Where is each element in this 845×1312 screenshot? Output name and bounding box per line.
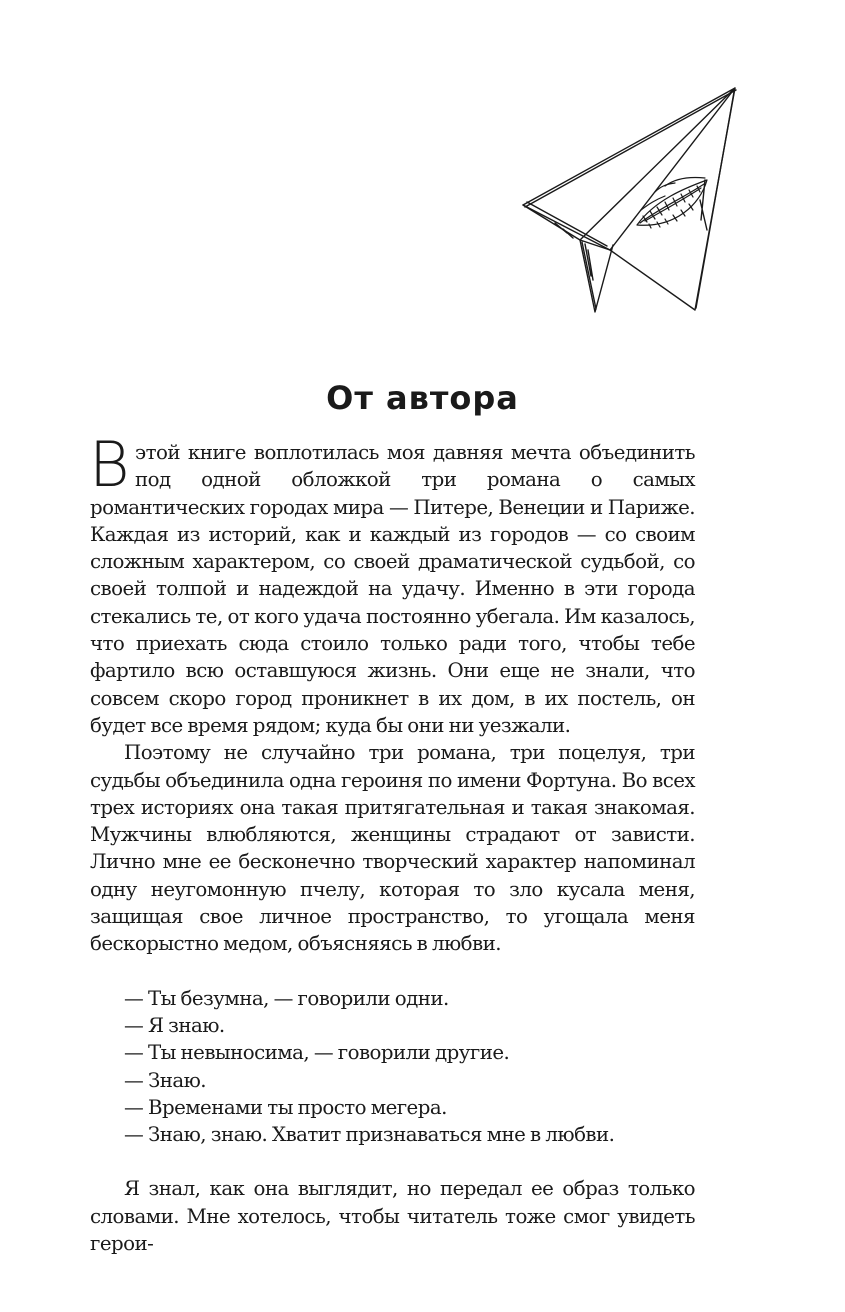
dialogue-line: — Ты безумна, — говорили одни.	[124, 986, 449, 1010]
paragraph-1	[89, 428, 695, 739]
paragraph-1-text: этой книге воплотилась моя давняя мечта объединить под одной обложкой три романа о самых романтических городах мира — Питере, Венеции и Париже. Каждая из историй, как и каждый из городов — со своим сложным характером, со своей драматической судьбой, со своей толпой и надеждой на удачу. Именно в эти города стекались те, от кого удача постоянно убегала. Им казалось, что приехать сюда стоило только ради того, чтобы тебе фартило всю оставшуюся жизнь. Они еще не знали, что совсем скоро город проникнет в их дом, в их постель, он будет все время рядом; куда бы они ни уезжали.	[90, 441, 695, 737]
chapter-title: От автора	[326, 379, 519, 417]
paragraph-3: Я знал, как она выглядит, но передал ее образ только словами. Мне хотелось, чтобы читатель тоже смог увидеть герои-	[90, 1177, 695, 1256]
paper-plane-with-kiss-icon	[515, 80, 750, 320]
dialogue-line: — Ты невыносима, — говорили другие.	[124, 1041, 510, 1065]
dialogue-line: — Знаю.	[124, 1068, 207, 1092]
dialogue-line: — Знаю, знаю. Хватит признаваться мне в любви.	[124, 1123, 615, 1147]
chapter-body	[89, 428, 695, 1257]
drop-cap: В	[89, 428, 130, 501]
dialogue-line: — Временами ты просто мегера.	[124, 1095, 447, 1119]
paragraph-2: Поэтому не случайно три романа, три поцелуя, три судьбы объединила одна героиня по имени Фортуна. Во всех трех историях она такая притягательная и такая знакомая. Мужчины влюбляются, женщины страдают от зависти. Лично мне ее бесконечно творческий характер напоминал одну неугомонную пчелу, которая то зло кусала меня, защищая свое личное пространство, то угощала меня бескорыстно медом, объясняясь в любви.	[90, 741, 695, 956]
dialogue-list	[124, 985, 695, 1149]
dialogue-line: — Я знаю.	[124, 1013, 225, 1037]
